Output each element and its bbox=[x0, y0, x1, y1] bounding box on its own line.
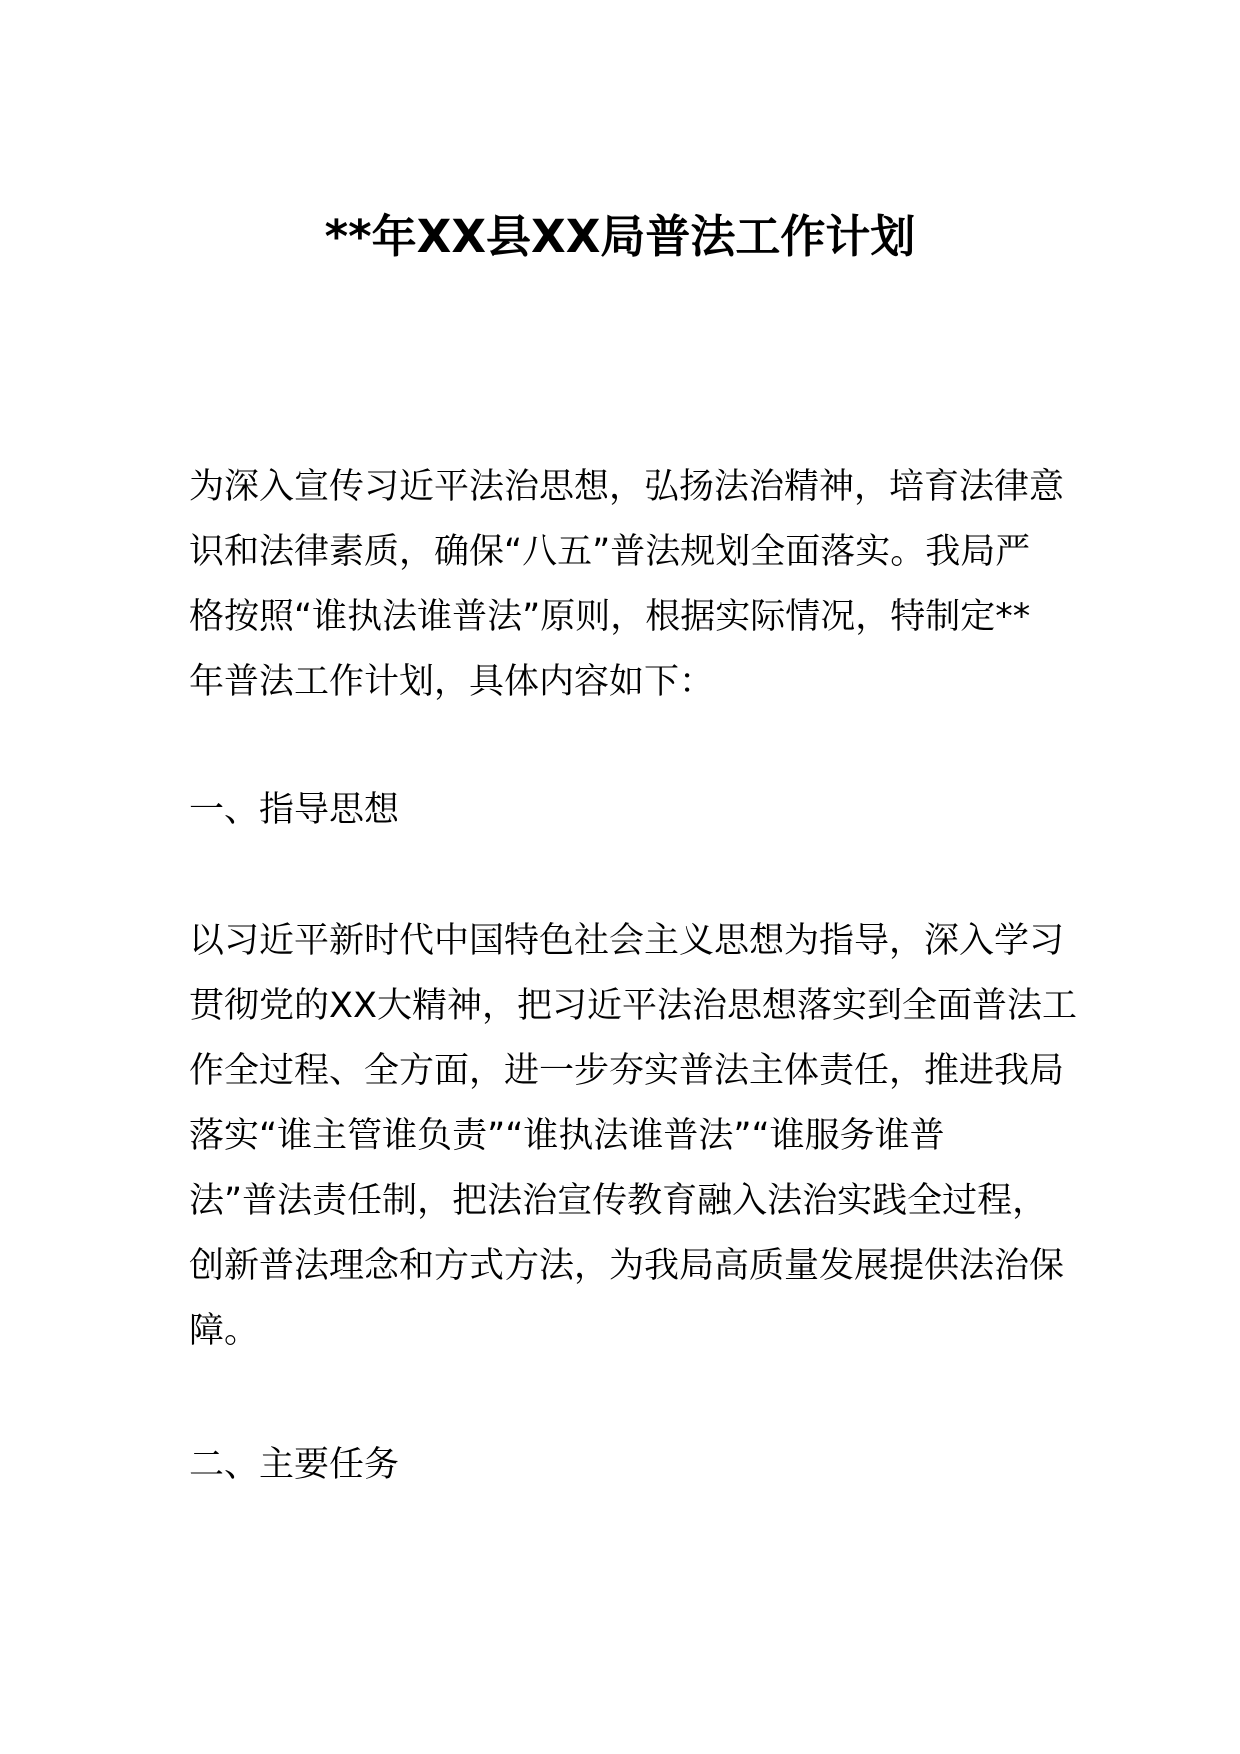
document-title: **年XX县XX局普法工作计划 bbox=[324, 210, 916, 263]
paragraph-line: 法”普法责任制，把法治宣传教育融入法治实践全过程， bbox=[189, 1181, 1048, 1221]
paragraph-line: 为深入宣传习近平法治思想，弘扬法治精神，培育法律意 bbox=[189, 467, 1065, 507]
paragraph-line: 年普法工作计划，具体内容如下： bbox=[189, 662, 715, 702]
paragraph-line: 识和法律素质，确保“八五”普法规划全面落实。我局严 bbox=[189, 532, 1031, 572]
paragraph-line: 创新普法理念和方式方法，为我局高质量发展提供法治保 bbox=[189, 1246, 1065, 1286]
paragraph-line: 作全过程、全方面，进一步夯实普法主体责任，推进我局 bbox=[189, 1051, 1065, 1091]
section1-paragraph bbox=[189, 909, 1077, 1364]
paragraph-line: 落实“谁主管谁负责”“谁执法谁普法”“谁服务谁普 bbox=[189, 1116, 945, 1156]
paragraph-line: 贯彻党的XX大精神，把习近平法治思想落实到全面普法工 bbox=[189, 986, 1077, 1026]
intro-paragraph bbox=[189, 455, 1069, 715]
paragraph-line: 以习近平新时代中国特色社会主义思想为指导，深入学习 bbox=[189, 921, 1065, 961]
paragraph-line: 格按照“谁执法谁普法”原则，根据实际情况，特制定** bbox=[189, 597, 1031, 637]
heading-text: 一、指导思想 bbox=[189, 790, 400, 830]
section-heading-1 bbox=[189, 778, 1069, 843]
section-heading-2 bbox=[189, 1433, 1069, 1498]
heading-text: 二、主要任务 bbox=[189, 1445, 400, 1485]
paragraph-line: 障。 bbox=[189, 1311, 260, 1351]
